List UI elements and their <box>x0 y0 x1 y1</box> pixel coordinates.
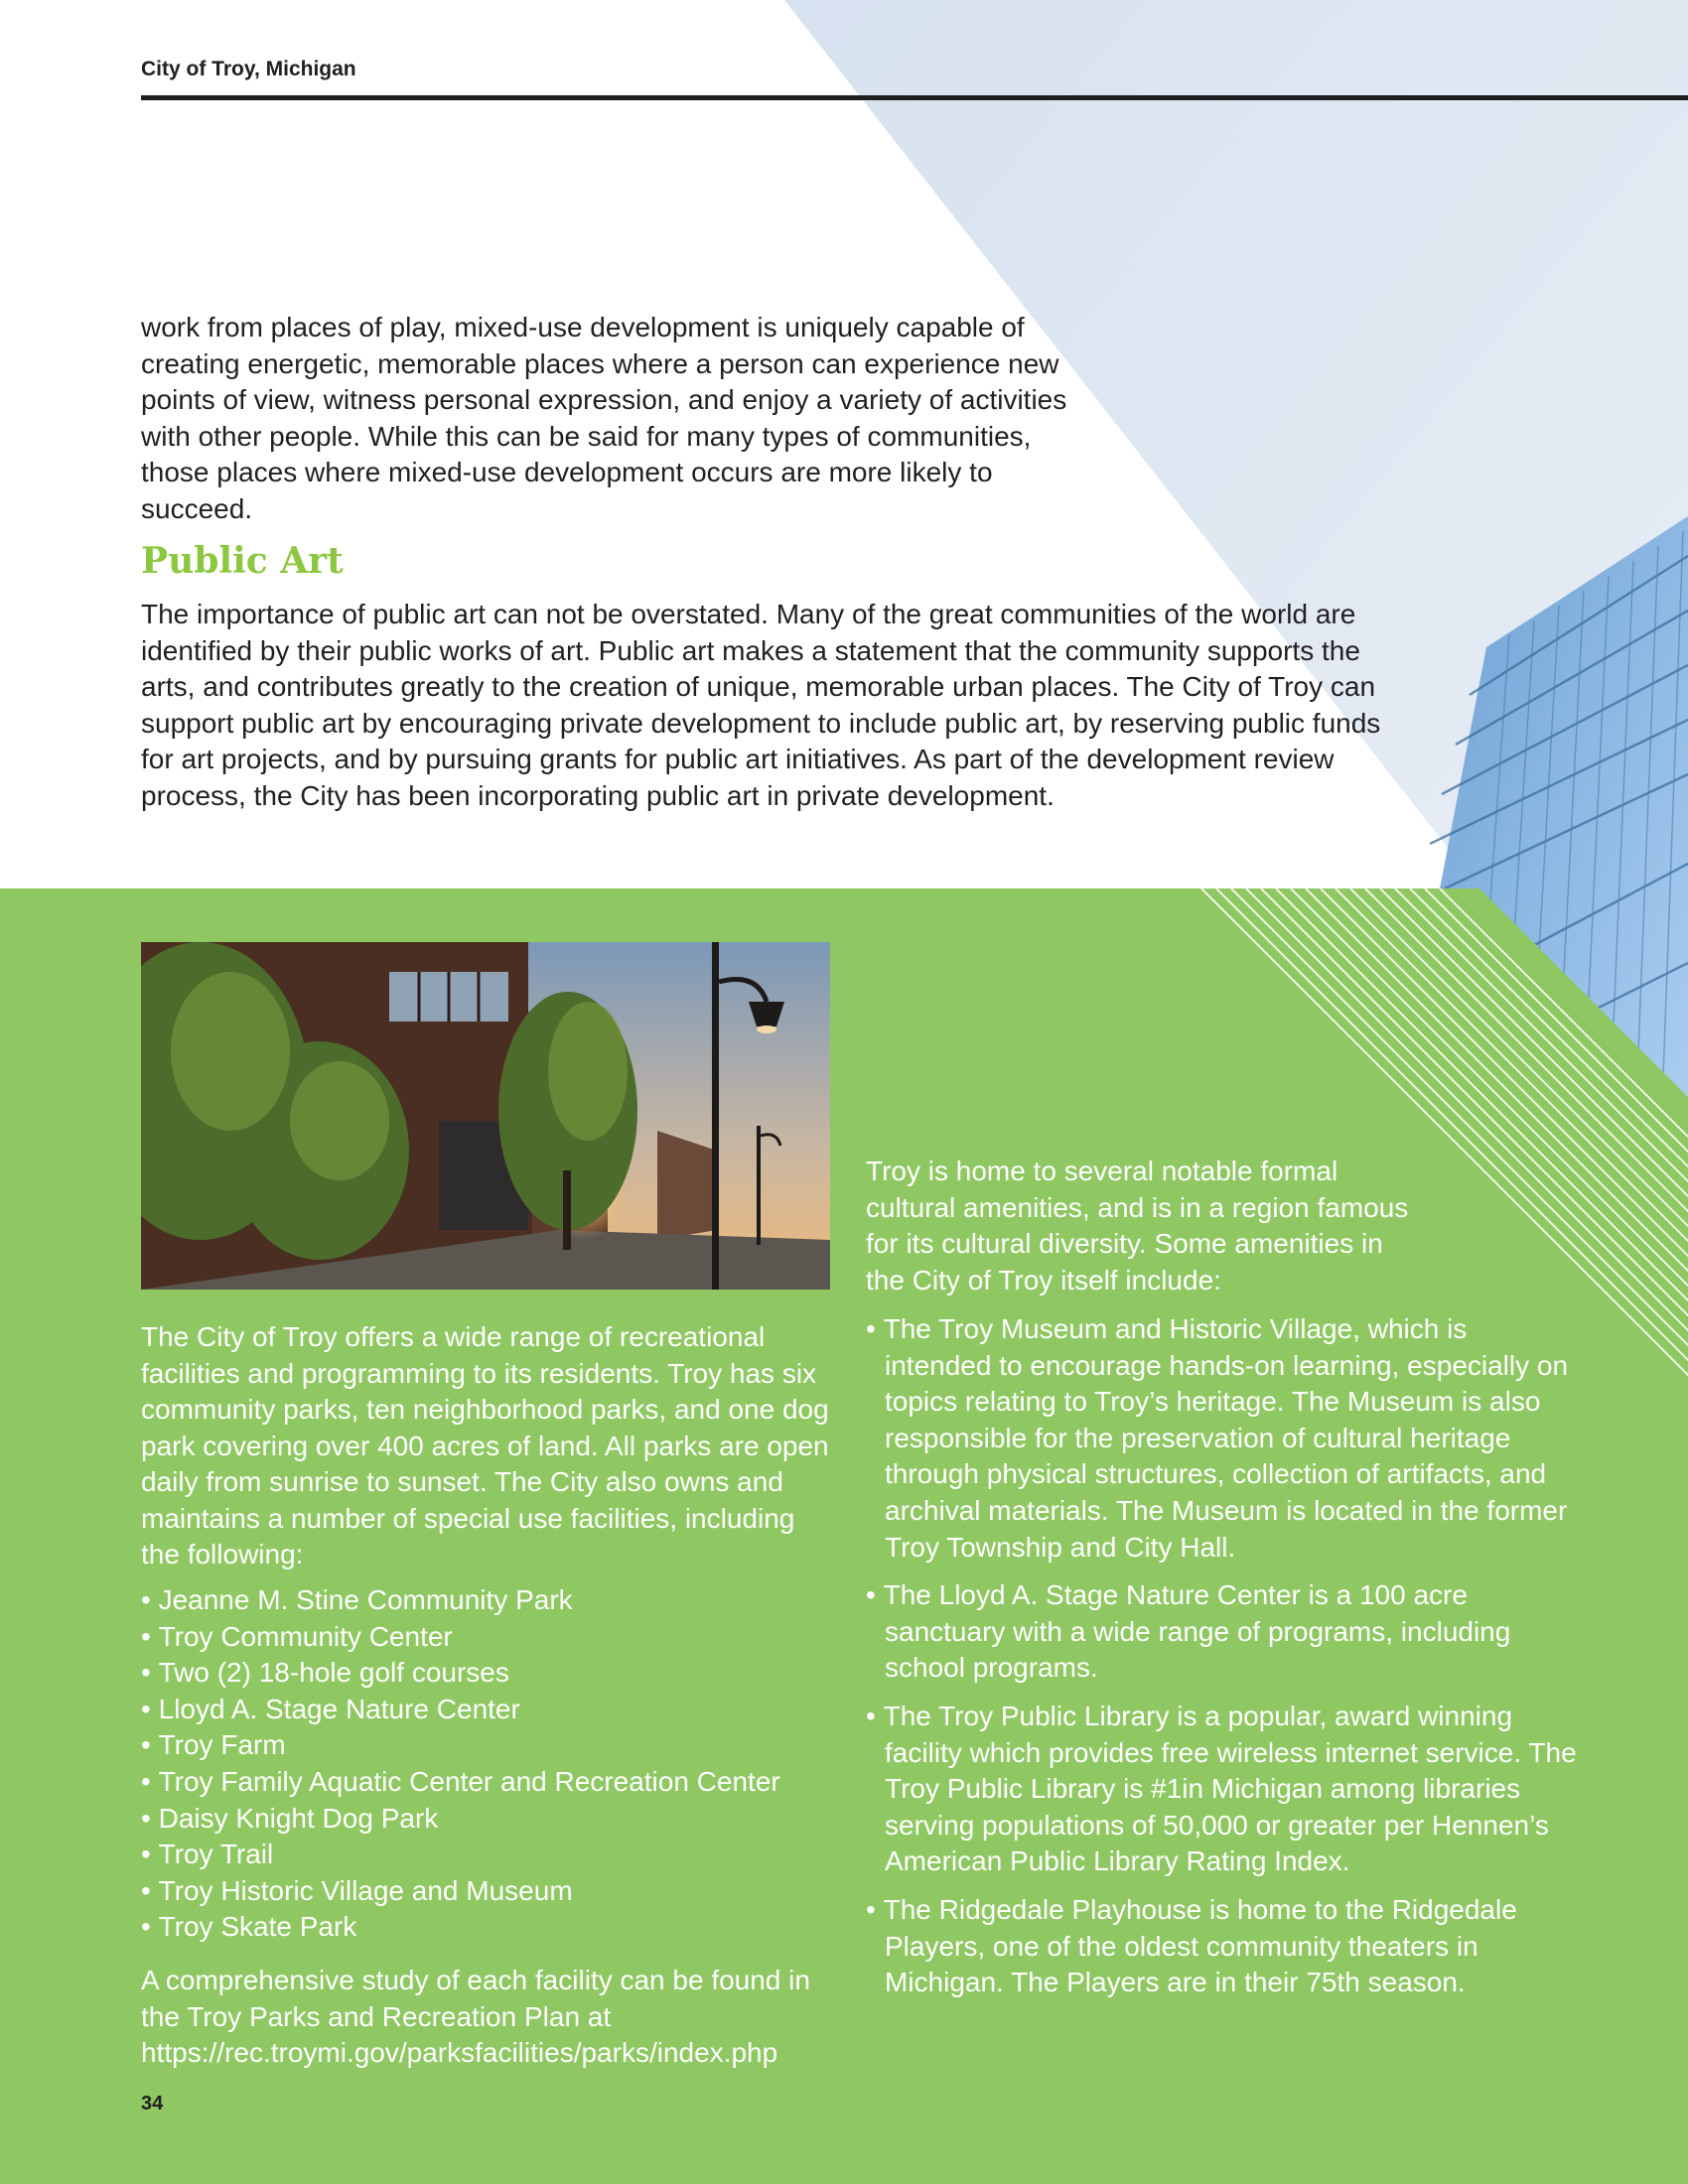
list-item: • Daisy Knight Dog Park <box>141 1801 856 1838</box>
list-item: • Troy Community Center <box>141 1619 856 1656</box>
section-heading-public-art: Public Art <box>141 540 344 582</box>
list-item: • Troy Trail <box>141 1837 856 1873</box>
cultural-amenities-list <box>866 1311 1581 2013</box>
document-title: City of Troy, Michigan <box>141 58 356 80</box>
list-item: • The Ridgedale Playhouse is home to the Ridgedale Players, one of the oldest community theaters in Michigan. The Players are in their 75th season. <box>866 1892 1581 2001</box>
list-item: • The Troy Museum and Historic Village, which is intended to encourage hands-on learning, especially on topics relating to Troy’s heritage. The Museum is also responsible for the preservation of cultural heritage through physical structures, collection of artifacts, and archival materials. The Museum is located in the former Troy Township and City Hall. <box>866 1311 1581 1566</box>
list-item: • Troy Skate Park <box>141 1909 856 1946</box>
list-item: • Troy Family Aquatic Center and Recreation Center <box>141 1764 856 1801</box>
list-item: • The Lloyd A. Stage Nature Center is a 100 acre sanctuary with a wide range of programs, including school programs. <box>866 1577 1581 1687</box>
recreation-study-paragraph: A comprehensive study of each facility can be found in the Troy Parks and Recreation Plan at https://rec.troymi.gov/parksfacilities/parks/index.php <box>141 1965 810 2068</box>
page-number: 34 <box>141 2093 164 2115</box>
list-item: • Lloyd A. Stage Nature Center <box>141 1692 856 1728</box>
list-item: • Two (2) 18-hole golf courses <box>141 1655 856 1692</box>
header-divider <box>141 95 1688 100</box>
facilities-list <box>141 1582 856 1946</box>
streetscape-photo <box>141 942 830 1290</box>
cultural-intro-paragraph: Troy is home to several notable formal cultural amenities, and is in a region famous for its cultural diversity. Some amenities in the City of Troy itself include: <box>866 1156 1409 1296</box>
list-item: • Troy Farm <box>141 1727 856 1764</box>
list-item: • Troy Historic Village and Museum <box>141 1873 856 1910</box>
recreation-intro-paragraph: The City of Troy offers a wide range of recreational facilities and programming to its residents. Troy has six community parks, ten neighborhood parks, and one dog park covering over 400 acres of land. All parks are open daily from sunrise to sunset. The City also owns and maintains a number of special use facilities, including the following: <box>141 1321 829 1570</box>
public-art-paragraph: The importance of public art can not be overstated. Many of the great communities of the world are identified by their public works of art. Public art makes a statement that the community supports the arts, and contributes greatly to the creation of unique, memorable urban places. The City of Troy can support public art by encouraging private development to include public art, by reserving public funds for art projects, and by pursuing grants for public art initiatives. As part of the development review process, the City has been incorporating public art in private development. <box>141 599 1381 811</box>
intro-paragraph: work from places of play, mixed-use development is uniquely capable of creating energetic, memorable places where a person can experience new points of view, witness personal expression, and enjoy a variety of activities with other people. While this can be said for many types of communities, those places where mixed-use development occurs are more likely to succeed. <box>141 312 1067 524</box>
list-item: • Jeanne M. Stine Community Park <box>141 1582 856 1619</box>
list-item: • The Troy Public Library is a popular, award winning facility which provides free wireless internet service. The Troy Public Library is #1in Michigan among libraries serving populations of 50,000 or greater per Hennen’s American Public Library Rating Index. <box>866 1699 1581 1880</box>
